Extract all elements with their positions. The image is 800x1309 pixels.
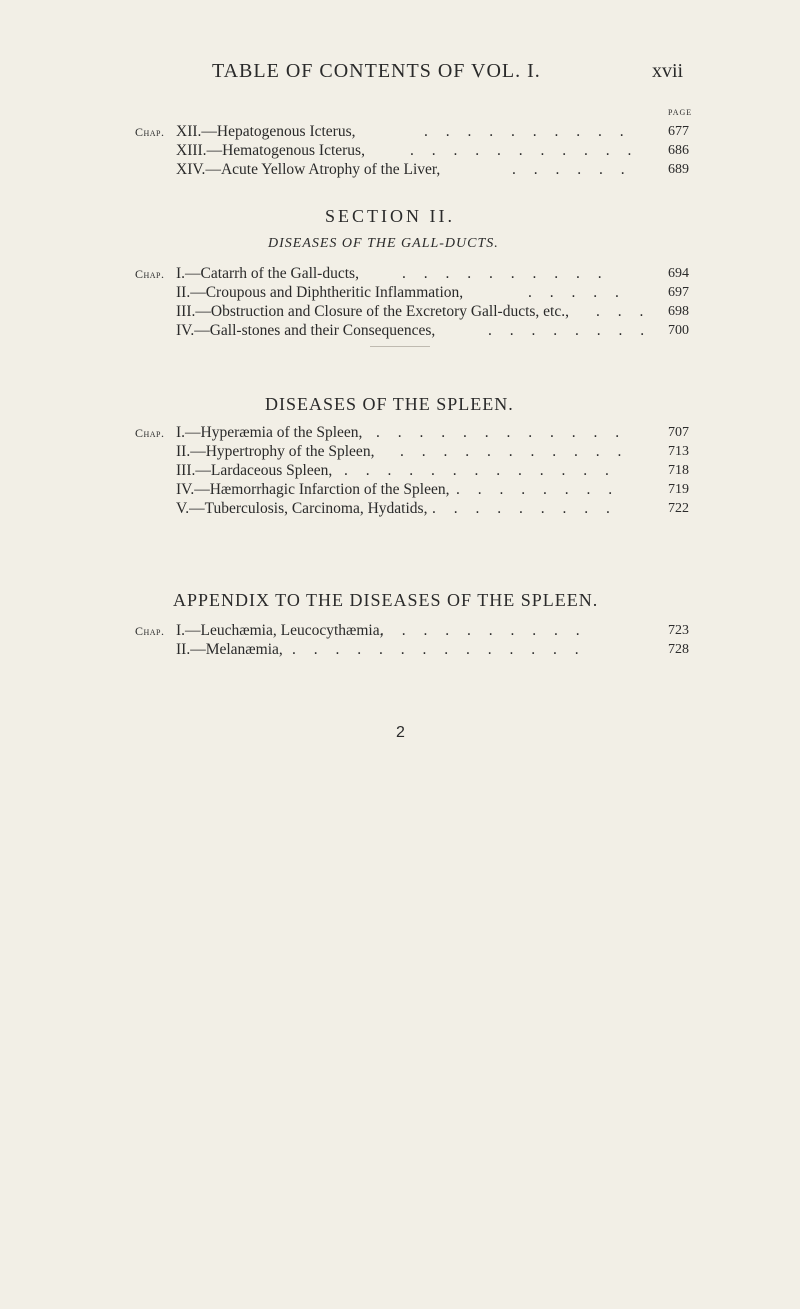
chapter-title: —Tuberculosis, Carcinoma, Hydatids, [189,500,428,517]
toc-entry [0,480,800,500]
chapter-title: —Leuchæmia, Leucocythæmia, [185,622,384,639]
toc-entry [0,122,800,142]
page-number: 689 [668,162,689,177]
dot-leader: . . . . . . . . . . . . . [344,462,616,479]
toc-entry [0,621,800,641]
toc-entry [0,302,800,322]
chapter-title: —Gall-stones and their Consequences, [194,322,436,339]
page-number: 697 [668,285,689,300]
page-number: 677 [668,124,689,139]
chapter-title: —Lardaceous Spleen, [195,462,333,479]
chap-label: Chap. [135,267,165,281]
page-number: 698 [668,304,689,319]
chapter-number: V. [176,500,190,517]
chapter-number: III. [176,303,196,320]
toc-entry [0,141,800,161]
chapter-title: —Obstruction and Closure of the Excretory Gall-ducts, etc., [195,303,569,320]
section-heading: SECTION II. [325,206,455,226]
page-number: 694 [668,266,689,281]
page-number: 723 [668,623,689,638]
dot-leader: . . . . . . [512,161,632,178]
chapter-number: IV. [176,322,195,339]
dot-leader: . . . . . . . . . . . [400,443,629,460]
toc-entry [0,442,800,462]
dot-leader: . . . . . . . . [488,322,652,339]
page-folio: xvii [652,60,684,82]
dot-leader: . . . . . . . . . . . . [376,424,627,441]
toc-entry [0,321,800,341]
page-number: 700 [668,323,689,338]
chapter-number: I. [176,265,186,282]
chapter-number: II. [176,284,191,301]
chapter-title: —Catarrh of the Gall-ducts, [185,265,359,282]
chapter-number: III. [176,462,196,479]
chapter-title: —Melanæmia, [190,641,283,658]
chapter-title: —Hypertrophy of the Spleen, [190,443,375,460]
dot-leader: . . . . . . . . . . [424,123,631,140]
toc-entry [0,264,800,284]
chapter-title: —Hæmorrhagic Infarction of the Spleen, [194,481,450,498]
toc-entry [0,640,800,660]
dot-leader: . . . . . . . . [456,481,620,498]
page-number: 719 [668,482,689,497]
chapter-number: IV. [176,481,195,498]
chapter-number: XII. [176,123,202,140]
chapter-title: —Acute Yellow Atrophy of the Liver, [205,161,441,178]
page-number: 686 [668,143,689,158]
page-number: 713 [668,444,689,459]
page-number: 728 [668,642,689,657]
section-heading: DISEASES OF THE SPLEEN. [265,394,514,414]
page-number: 707 [668,425,689,440]
chapter-title: —Croupous and Diphtheritic Inflammation, [190,284,464,301]
dot-leader: . . . . . [528,284,626,301]
section-subheading: DISEASES OF THE GALL-DUCTS. [268,236,499,251]
chap-label: Chap. [135,125,165,139]
chapter-title: —Hematogenous Icterus, [206,142,365,159]
dot-leader: . . . [596,303,651,320]
chapter-number: I. [176,424,186,441]
dot-leader: . . . . . . . . . . . [410,142,639,159]
toc-entry [0,423,800,443]
chapter-number: I. [176,622,186,639]
dot-leader: . . . . . . . . . . . . . . [292,641,586,658]
chapter-number: II. [176,443,191,460]
running-head-title: TABLE OF CONTENTS OF VOL. I. [212,60,541,82]
dot-leader: . . . . . . . . . [432,500,617,517]
chapter-number: XIII. [176,142,207,159]
page-number: 718 [668,463,689,478]
chapter-title: —Hepatogenous Icterus, [201,123,356,140]
dot-leader: . . . . . . . . . . [380,622,587,639]
page-column-label: PAGE [668,108,693,117]
chapter-title: —Hyperæmia of the Spleen, [185,424,363,441]
toc-entry [0,283,800,303]
page-number: 722 [668,501,689,516]
toc-entry [0,499,800,519]
chapter-number: II. [176,641,191,658]
signature-mark: 2 [396,724,405,741]
toc-entry [0,160,800,180]
toc-entry [0,461,800,481]
chap-label: Chap. [135,624,165,638]
dot-leader: . . . . . . . . . . [402,265,609,282]
section-divider [370,346,430,347]
chapter-number: XIV. [176,161,206,178]
appendix-heading: APPENDIX TO THE DISEASES OF THE SPLEEN. [173,590,599,610]
chap-label: Chap. [135,426,165,440]
